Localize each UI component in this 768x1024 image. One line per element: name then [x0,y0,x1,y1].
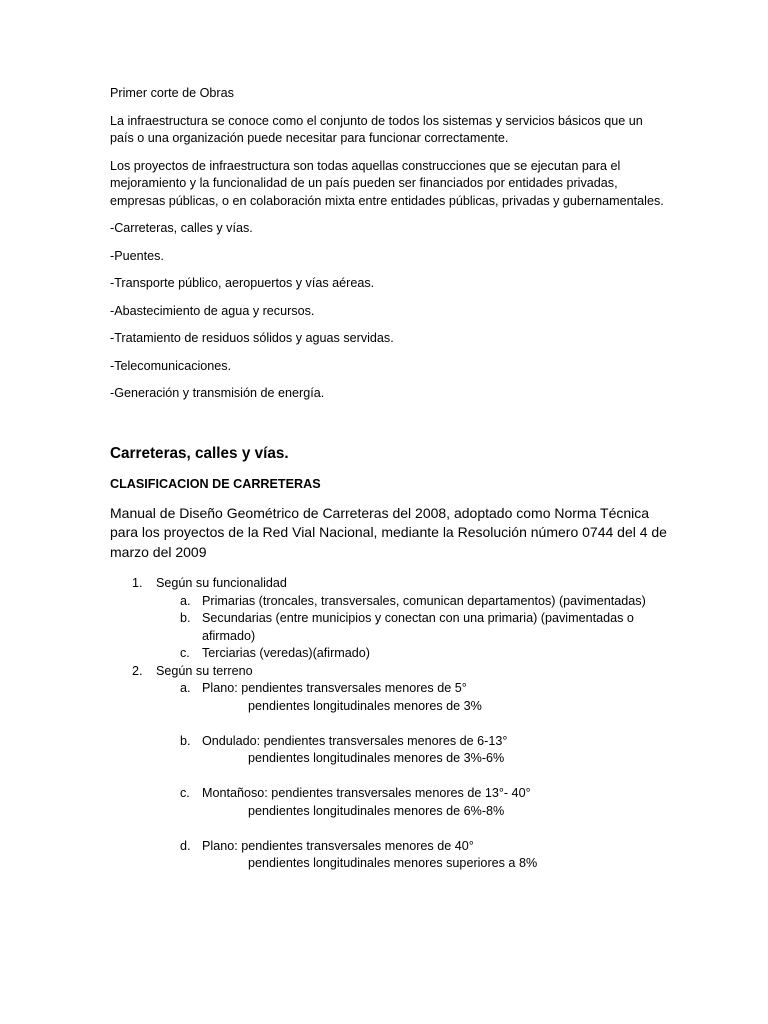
list-item-level2 [110,610,668,645]
list-item-level2 [110,680,668,698]
bullet-item: -Transporte público, aeropuertos y vías aéreas. [110,276,375,290]
list-item-level2 [110,838,668,856]
bullet-item: -Tratamiento de residuos sólidos y aguas servidas. [110,331,394,345]
list-spacer [110,768,668,786]
list-text: Montañoso: pendientes transversales menores de 13°- 40° [202,786,531,800]
bullet-item: -Abastecimiento de agua y recursos. [110,303,315,318]
bullet-item: -Puentes. [110,248,164,263]
list-spacer [110,820,668,838]
list-item-level1 [110,575,668,593]
list-letter: c. [180,786,190,800]
list-spacer [110,715,668,733]
list-letter: b. [180,611,191,625]
list-subline: pendientes longitudinales menores de 3%-6% [248,751,505,765]
list-letter: c. [180,646,190,660]
paragraph-proyectos: Los proyectos de infraestructura son todas aquellas construcciones que se ejecutan para el mejoramiento y la funcionalidad de un país pueden ser financiados por entidades privadas, empresas públicas, o en colaboración mixta entre entidades públicas, privadas y gubernamentales. [110,158,664,208]
manual-paragraph: Manual de Diseño Geométrico de Carreteras del 2008, adoptado como Norma Técnica para los proyectos de la Red Vial Nacional, mediante la Resolución número 0744 del 4 de marzo del 2009 [110,504,667,560]
list-item-level2 [110,733,668,751]
bullet-item: -Generación y transmisión de energía. [110,386,325,400]
list-item-level1 [110,663,668,681]
list-text: Plano: pendientes transversales menores de 5° [202,681,467,695]
list-label: Según su funcionalidad [156,576,287,590]
list-text: Secundarias (entre municipios y conectan con una primaria) (pavimentadas o afirmado) [202,611,634,643]
list-subline: pendientes longitudinales menores superiores a 8% [248,856,538,870]
bullet-item: -Carreteras, calles y vías. [110,221,253,235]
section-title: Carreteras, calles y vías. [110,444,289,462]
list-letter: a. [180,681,191,695]
list-letter: a. [180,593,191,608]
subsection-title: CLASIFICACION DE CARRETERAS [110,476,321,491]
list-item-level2 [110,593,668,611]
list-number: 2. [132,663,143,678]
list-number: 1. [132,576,143,590]
list-label: Según su terreno [156,663,253,678]
list-item-level2 [110,645,668,663]
list-subline: pendientes longitudinales menores de 3% [248,698,482,713]
list-text: Plano: pendientes transversales menores de 40° [202,838,474,853]
paragraph-infraestructura: La infraestructura se conoce como el conjunto de todos los sistemas y servicios básicos que un país o una organización puede necesitar para funcionar correctamente. [110,113,643,145]
list-text: Primarias (troncales, transversales, comunican departamentos) (pavimentadas) [202,593,646,608]
list-letter: d. [180,838,191,853]
list-text: Ondulado: pendientes transversales menores de 6-13° [202,733,508,748]
list-text: Terciarias (veredas)(afirmado) [202,646,370,660]
list-item-level2 [110,785,668,803]
list-letter: b. [180,733,191,748]
bullet-item: -Telecomunicaciones. [110,358,232,373]
list-subline: pendientes longitudinales menores de 6%-8% [248,803,505,818]
document-heading: Primer corte de Obras [110,86,234,100]
